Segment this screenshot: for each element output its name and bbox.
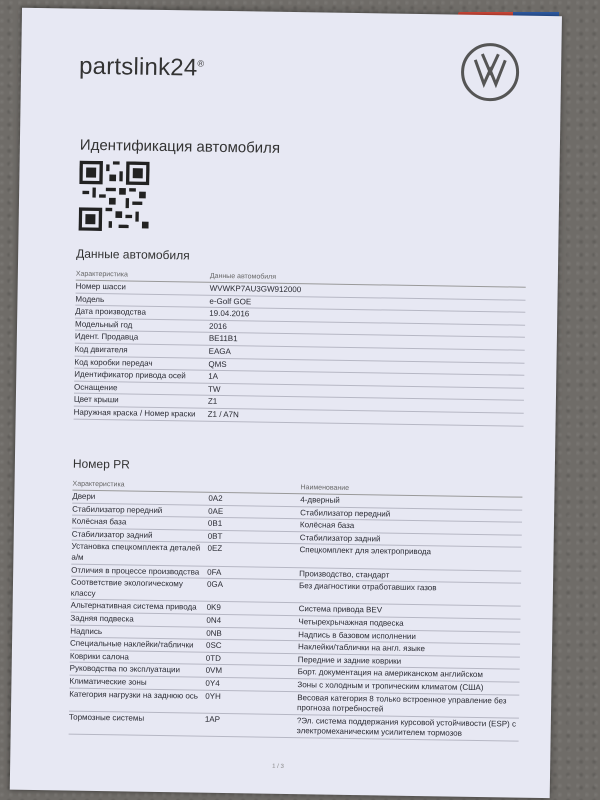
row-characteristic: Дата производства: [75, 306, 147, 317]
row-pr-code: 0Y4: [205, 678, 220, 688]
row-characteristic: Двери: [72, 491, 96, 501]
row-characteristic: Коврики салона: [69, 651, 129, 662]
row-characteristic: Колёсная база: [71, 516, 127, 527]
row-characteristic: Код коробки передач: [74, 357, 153, 368]
document-title: Идентификация автомобиля: [79, 136, 281, 157]
row-description: Производство, стандарт: [299, 568, 390, 580]
row-pr-code: 0N4: [206, 615, 222, 625]
row-characteristic: Код двигателя: [74, 344, 128, 355]
row-description: Борт. документация на американском английском: [297, 667, 483, 680]
row-value: 19.04.2016: [209, 308, 250, 319]
row-pr-code: 0B1: [207, 518, 223, 529]
row-description: Колёсная база: [299, 520, 355, 531]
row-pr-code: 0NB: [206, 628, 222, 638]
row-pr-code: 1AP: [204, 714, 221, 724]
row-pr-code: 0EZ: [207, 544, 223, 554]
row-characteristic: Идент. Продавца: [74, 332, 139, 342]
row-characteristic: Тормозные системы: [68, 712, 145, 723]
logo-registered-mark: ®: [197, 58, 205, 69]
row-characteristic: Оснащение: [74, 382, 118, 393]
header-vehicle-data: Данные автомобиля: [209, 272, 277, 281]
row-characteristic: Идентификатор привода осей: [74, 369, 186, 381]
row-characteristic: Наружная краска / Номер краски: [73, 407, 196, 419]
vw-logo-icon: [461, 43, 520, 102]
row-characteristic: Специальные наклейки/таблички: [69, 638, 194, 650]
row-value: WVWKP7AU3GW912000: [209, 283, 302, 295]
row-pr-code: 0GA: [206, 579, 224, 590]
row-description: ?Эл. система поддержания курсовой устойчивости (ESP) с электромеханическим усилителем тормозов: [296, 715, 517, 739]
row-characteristic: Номер шасси: [75, 281, 126, 292]
row-description: Наклейки/таблички на англ. языке: [297, 642, 426, 654]
row-value: 2016: [208, 321, 227, 331]
row-pr-code: 0SC: [205, 640, 222, 651]
row-value: Z1: [207, 397, 218, 407]
row-description: Надпись в базовом исполнении: [298, 629, 416, 641]
row-characteristic: Надпись: [70, 626, 103, 636]
row-characteristic: Модель: [75, 294, 105, 304]
header-characteristic: Характеристика: [72, 480, 125, 489]
header-characteristic: Характеристика: [75, 270, 128, 279]
partslink24-logo: [79, 53, 205, 83]
row-pr-code: 0A2: [208, 493, 223, 503]
row-characteristic: Категория нагрузки на заднюю ось: [69, 689, 199, 701]
pr-number-title: Номер PR: [72, 456, 130, 472]
page-number: 1 / 3: [272, 763, 284, 770]
row-characteristic: Стабилизатор задний: [71, 529, 153, 540]
row-characteristic: Стабилизатор передний: [72, 504, 163, 515]
row-description: Четырехрычажная подвеска: [298, 617, 404, 628]
header-name: Наименование: [300, 484, 350, 492]
row-description: Стабилизатор передний: [300, 507, 391, 519]
row-description: Без диагностики отработавших газов: [298, 581, 437, 593]
row-pr-code: 0YH: [205, 691, 221, 701]
row-value: EAGA: [208, 346, 231, 357]
row-value: Z1 / A7N: [207, 409, 239, 420]
vehicle-data-title: Данные автомобиля: [76, 246, 190, 263]
logo-text: partslink24: [78, 52, 198, 82]
row-description: Зоны с холодным и тропическим климатом (США): [297, 680, 484, 692]
row-pr-code: 0VM: [205, 666, 223, 676]
row-characteristic: Цвет крыши: [73, 394, 119, 405]
row-description: Стабилизатор задний: [299, 532, 381, 544]
row-value: BE11B1: [208, 334, 238, 344]
row-pr-code: 0AE: [208, 506, 224, 516]
document-page: [10, 8, 562, 798]
row-value: 1A: [208, 371, 219, 382]
row-characteristic: Модельный год: [75, 319, 133, 330]
row-characteristic: Альтернативная система привода: [70, 600, 197, 612]
row-characteristic: Задняя подвеска: [70, 613, 134, 624]
pr-number-table: [69, 481, 523, 742]
row-description: Передние и задние коврики: [297, 654, 402, 666]
row-characteristic: Установка спецкомплекта деталей а/м: [71, 541, 201, 562]
row-description: Весовая категория 8 только встроенное управление без прогноза потребностей: [297, 692, 507, 714]
row-characteristic: Соответствие экологическому классу: [70, 577, 183, 598]
row-description: Система привода BEV: [298, 604, 383, 615]
row-pr-code: 0TD: [205, 653, 222, 663]
vehicle-data-table: [74, 271, 526, 427]
row-value: QMS: [208, 359, 227, 369]
row-pr-code: 0FA: [207, 567, 222, 577]
row-characteristic: Климатические зоны: [69, 676, 147, 687]
row-value: TW: [207, 384, 221, 394]
row-pr-code: 0BT: [207, 531, 223, 541]
row-description: 4-дверный: [300, 495, 340, 505]
row-pr-code: 0K9: [206, 603, 221, 613]
qr-code-icon: [79, 161, 150, 232]
row-value: e-Golf GOE: [209, 296, 252, 306]
row-description: Спецкомплект для электропривода: [299, 545, 432, 557]
row-characteristic: Руководства по эксплуатации: [69, 663, 181, 675]
row-characteristic: Отличия в процессе производства: [71, 565, 200, 577]
